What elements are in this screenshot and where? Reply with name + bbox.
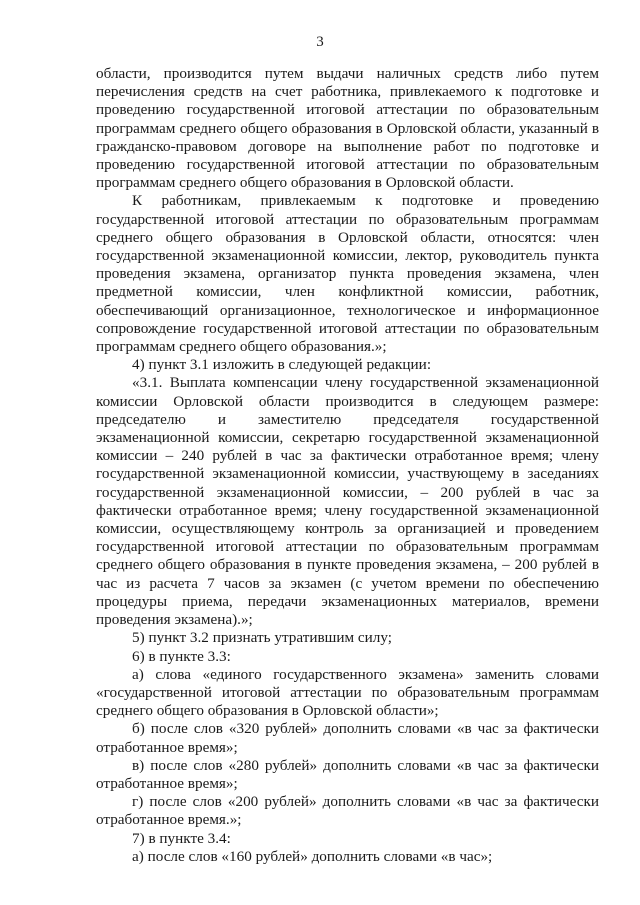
paragraph-item-6b: б) после слов «320 рублей» дополнить словами «в час за фактически отработанное время»;: [96, 720, 599, 756]
paragraph-item-6v: в) после слов «280 рублей» дополнить словами «в час за фактически отработанное время»;: [96, 756, 599, 792]
paragraph-item-6a: а) слова «единого государственного экзамена» заменить словами «государственной итоговой аттестации по образовательным программам среднего общего образования в Орловской области»;: [96, 665, 599, 720]
page-number: 3: [316, 34, 324, 50]
document-body: [96, 65, 599, 866]
paragraph-workers-list: К работникам, привлекаемым к подготовке и проведению государственной итоговой аттестации по образовательным программам среднего общего образования в Орловской области, относятся: член государственной экзаменационной комиссии, лектор, руководитель пункта проведения экзамена, организатор пункта проведения экзамена, член предметной комиссии, член конфликтной комиссии, работник, обеспечивающий организационное, технологическое и информационное сопровождение государственной итоговой аттестации по образовательным программам среднего общего образования.»;: [96, 192, 599, 356]
paragraph-item-5: 5) пункт 3.2 признать утратившим силу;: [132, 629, 392, 647]
paragraph-item-6: 6) в пункте 3.3:: [132, 647, 231, 665]
paragraph-clause-3-1: «3.1. Выплата компенсации члену государственной экзаменационной комиссии Орловской области производится в следующем размере: председателю и заместителю председателя государственной экзаменационной комиссии, секретарю государственной экзаменационной комиссии – 240 рублей в час за фактически отработанное время; члену государственной экзаменационной комиссии, участвующему в заседаниях государственной экзаменационной комиссии, – 200 рублей в час за фактически отработанное время; члену государственной экзаменационной комиссии, осуществляющему контроль за организацией и проведением государственной итоговой аттестации по образовательным программам среднего общего образования в пункте проведения экзамена, – 200 рублей в час из расчета 7 часов за экзамен (с учетом времени по обеспечению процедуры приема, передачи экзаменационных материалов, времени проведения экзамена).»;: [96, 374, 599, 629]
paragraph-payment-method: области, производится путем выдачи наличных средств либо путем перечисления средств на счет работника, привлекаемого к подготовке и проведению государственной итоговой аттестации по образовательным программам среднего общего образования в Орловской области, указанный в гражданско-правовом договоре на выполнение работ по подготовке и проведению государственной итоговой аттестации по образовательным программам среднего общего образования в Орловской области.: [96, 65, 599, 192]
paragraph-item-7a: а) после слов «160 рублей» дополнить словами «в час»;: [132, 847, 493, 865]
paragraph-item-4: 4) пункт 3.1 изложить в следующей редакции:: [132, 356, 432, 374]
paragraph-item-6g: г) после слов «200 рублей» дополнить словами «в час за фактически отработанное время.»;: [96, 793, 599, 829]
paragraph-item-7: 7) в пункте 3.4:: [132, 829, 231, 847]
